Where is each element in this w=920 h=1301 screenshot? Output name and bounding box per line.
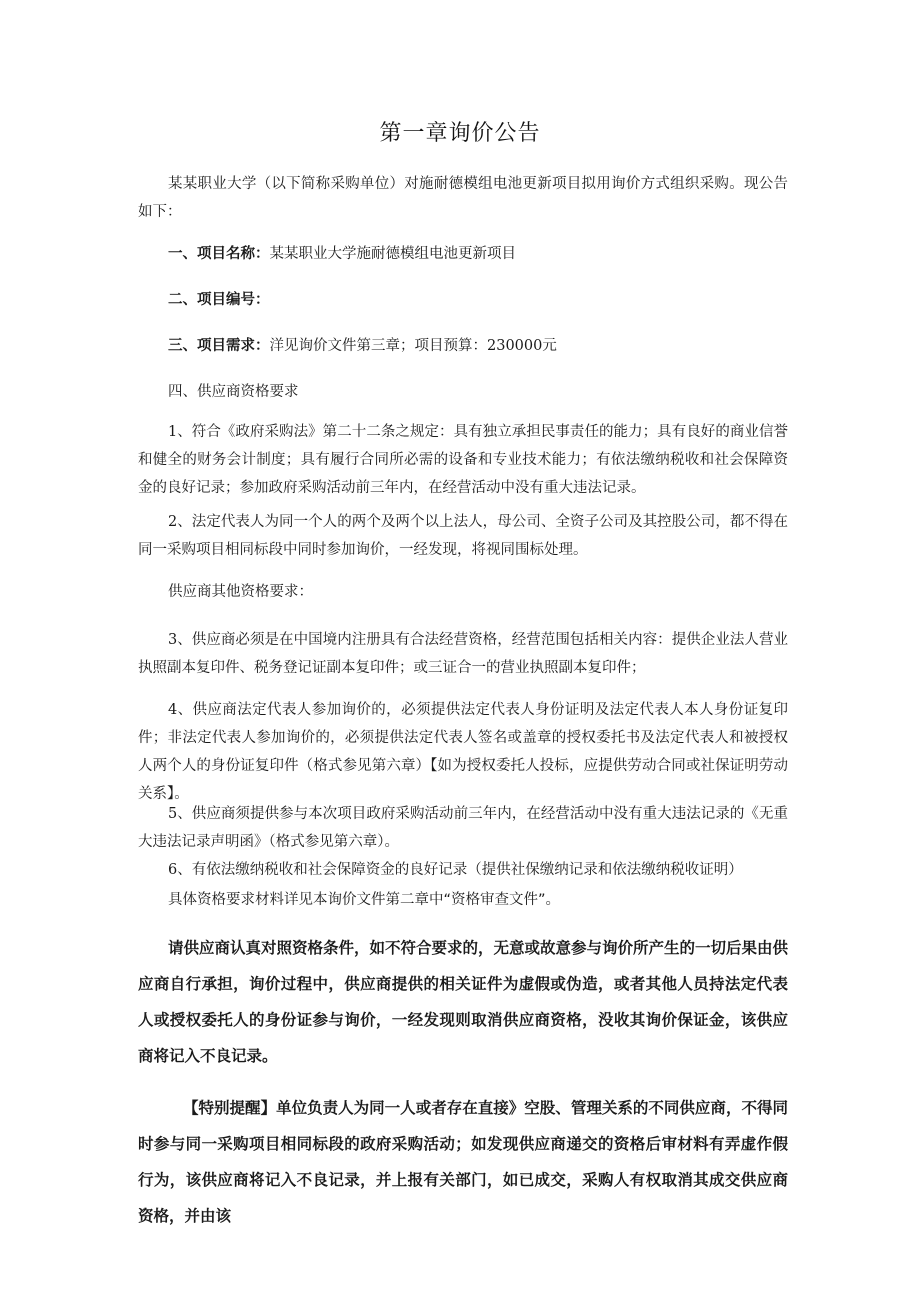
item-project-number [138, 286, 788, 314]
item-qualification-heading: 四、供应商资格要求 [168, 384, 299, 400]
page-title: 第一章询价公告 [379, 121, 541, 146]
item-project-requirement-label: 三、项目需求： [168, 338, 270, 354]
item-project-requirement-value: 洋见询价文件第三章；项目预算：230000元 [269, 338, 557, 354]
special-reminder-paragraph: 【特别提醒】单位负责人为同一人或者存在直接》空股、管理关系的不同供应商，不得同时参与同一采购项目相同标段的政府采购活动；如发现供应商递交的资格后审材料有弄虚作假行为，该供应商将记入不良记录，并上报有关部门，如已成交，采购人有权取消其成交供应商资格，并由该 [138, 1099, 788, 1225]
requirement-5: 5、供应商须提供参与本次项目政府采购活动前三年内，在经营活动中没有重大违法记录的《无重大违法记录声明函》（格式参见第六章）。 [138, 806, 788, 850]
requirement-6: 6、有依法缴纳税收和社会保障资金的良好记录（提供社保缴纳记录和依法缴纳税收证明） [168, 862, 743, 878]
requirement-4: 4、供应商法定代表人参加询价的，必须提供法定代表人身份证明及法定代表人本人身份证复印件；非法定代表人参加询价的，必须提供法定代表人签名或盖章的授权委托书及法定代表人和被授权人两个人的身份证复印件（格式参见第六章）【如为授权委托人投标，应提供劳动合同或社保证明劳动关系】。 [138, 702, 788, 802]
warning-paragraph: 请供应商认真对照资格条件，如不符合要求的，无意或故意参与询价所产生的一切后果由供应商自行承担，询价过程中，供应商提供的相关证件为虚假或伪造，或者其他人员持法定代表人或授权委托人的身份证参与询价，一经发现则取消供应商资格，没收其询价保证金，该供应商将记入不良记录。 [138, 939, 789, 1065]
item-project-requirement [138, 332, 788, 360]
item-project-name-value: 某某职业大学施耐德模组电池更新项目 [269, 246, 516, 262]
item-project-name [138, 240, 788, 268]
requirement-2: 2、法定代表人为同一个人的两个及两个以上法人，母公司、全资子公司及其控股公司，都不得在同一采购项目相同标段中同时参加询价，一经发现，将视同围标处理。 [138, 514, 788, 558]
requirement-1: 1、符合《政府采购法》第二十二条之规定：具有独立承担民事责任的能力；具有良好的商业信誉和健全的财务会计制度；具有履行合同所必需的设备和专业技术能力；有依法缴纳税收和社会保障资金的良好记录；参加政府采购活动前三年内，在经营活动中没有重大违法记录。 [138, 424, 788, 496]
item-project-number-label: 二、项目编号： [168, 292, 270, 308]
requirement-3: 3、供应商必须是在中国境内注册具有合法经营资格，经营范围包括相关内容：提供企业法人营业执照副本复印件、税务登记证副本复印件；或三证合一的营业执照副本复印件； [138, 632, 788, 676]
other-requirements-heading: 供应商其他资格要求： [168, 584, 313, 600]
item-project-name-label: 一、项目名称： [168, 246, 270, 262]
detail-note: 具体资格要求材料详见本询价文件第二章中“资格审查文件”。 [168, 892, 561, 908]
intro-paragraph: 某某职业大学（以下简称采购单位）对施耐德模组电池更新项目拟用询价方式组织采购。现公告如下： [138, 176, 788, 220]
